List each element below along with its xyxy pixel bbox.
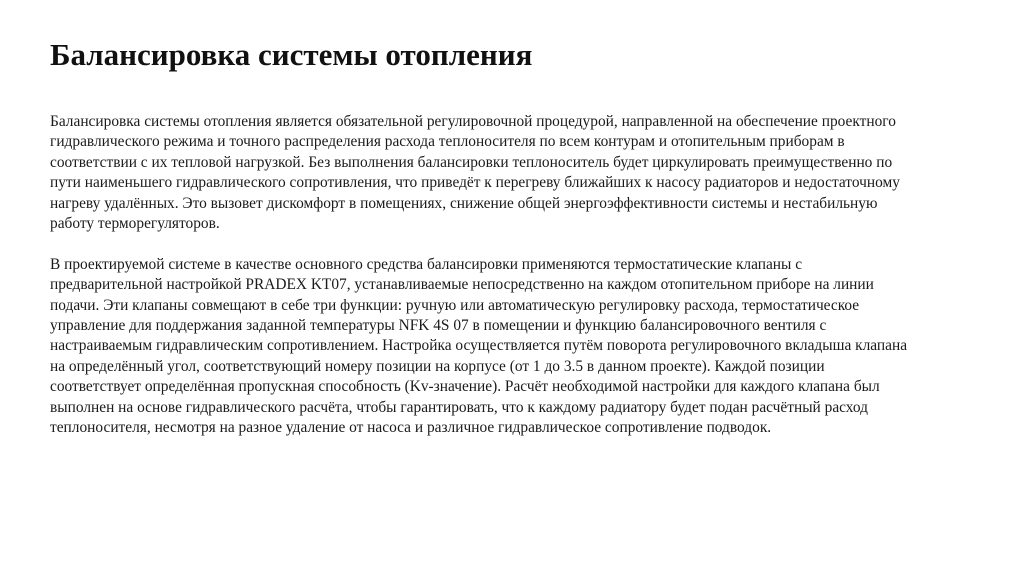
paragraph-line: предварительной настройкой PRADEX KT07, устанавливаемые непосредственно на каждом отопительном приборе на линии: [50, 276, 874, 294]
paragraph-valves: [50, 255, 990, 439]
paragraph-line: управление для поддержания заданной температуры NFK 4S 07 в помещении и функцию балансировочного вентиля с: [50, 317, 827, 335]
paragraph-line: теплоносителя, несмотря на разное удаление от насоса и различное гидравлическое сопротивление подводок.: [50, 419, 772, 437]
paragraph-line: на определённый угол, соответствующий номеру позиции на корпусе (от 1 до 3.5 в данном проекте). Каждой позиции: [50, 357, 825, 375]
paragraph-line: соответствует определённая пропускная способность (Kv-значение). Расчёт необходимой настройки для каждого клапана был: [50, 378, 880, 396]
paragraph-line: настраиваемым гидравлическим сопротивлением. Настройка осуществляется путём поворота регулировочного вкладыша клапана: [50, 337, 908, 355]
slide-body: [50, 112, 990, 438]
slide-title: Балансировка системы отопления: [50, 37, 533, 72]
paragraph-balancing-purpose: [50, 112, 990, 234]
paragraph-line: подачи. Эти клапаны совмещают в себе три функции: ручную или автоматическую регулировку расхода, термостатическое: [50, 296, 860, 314]
paragraph-line: нагреву удалённых. Это вызовет дискомфорт в помещениях, снижение общей энергоэффективности системы и нестабильную: [50, 194, 878, 212]
paragraph-line: пути наименьшего гидравлического сопротивления, что приведёт к перегреву ближайших к насосу радиаторов и недостаточному: [50, 174, 900, 192]
paragraph-line: выполнен на основе гидравлического расчёта, чтобы гарантировать, что к каждому радиатору будет подан расчётный расход: [50, 398, 868, 416]
paragraph-line: В проектируемой системе в качестве основного средства балансировки применяются термостатические клапаны с: [50, 255, 803, 273]
paragraph-line: работу терморегуляторов.: [50, 215, 220, 233]
paragraph-line: соответствии с их тепловой нагрузкой. Без выполнения балансировки теплоноситель будет циркулировать преимущественно по: [50, 153, 893, 171]
paragraph-line: Балансировка системы отопления является обязательной регулировочной процедурой, направленной на обеспечение проектного: [50, 113, 896, 130]
paragraph-line: гидравлического режима и точного распределения расхода теплоносителя по всем контурам и отопительным приборам в: [50, 133, 845, 151]
